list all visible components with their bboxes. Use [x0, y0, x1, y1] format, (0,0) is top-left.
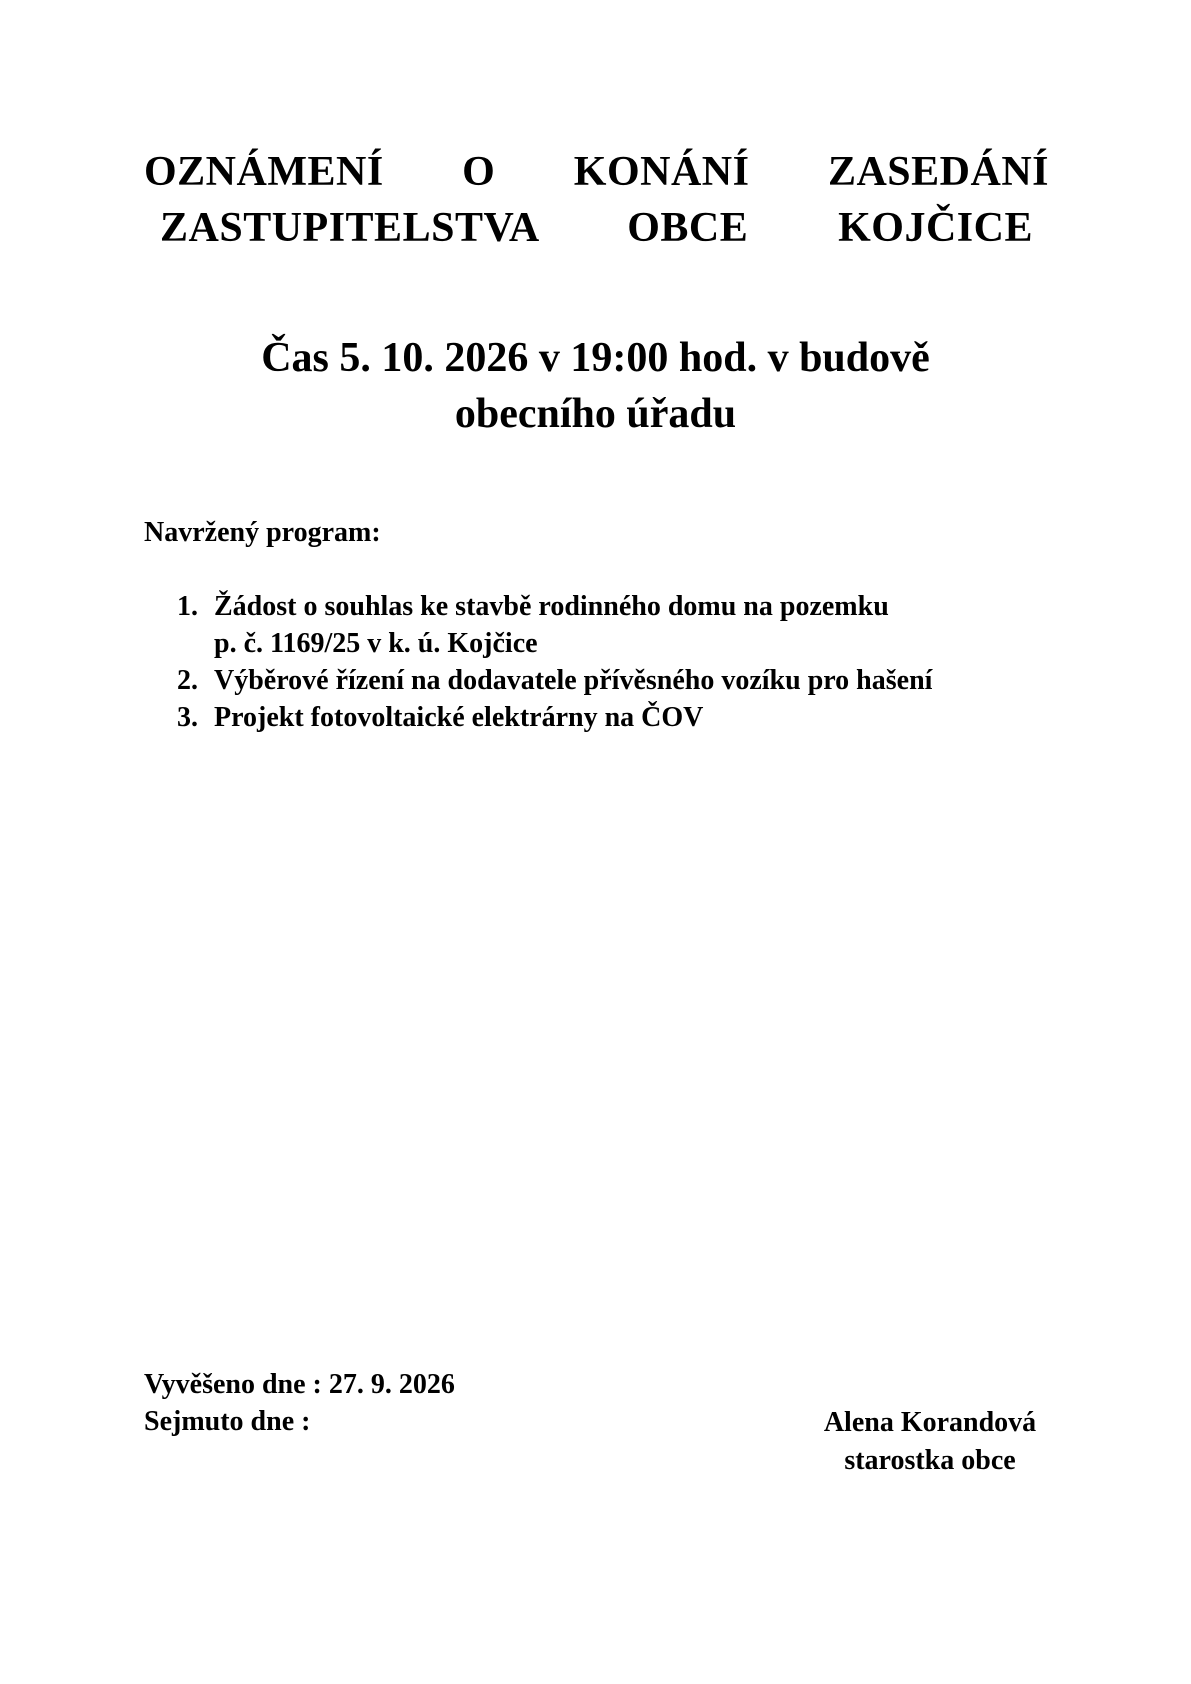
agenda-item-text: Výběrové řízení na dodavatele přívěsného vozíku pro hašení	[214, 665, 933, 696]
program-heading: Navržený program:	[144, 517, 381, 548]
agenda-list	[144, 588, 1094, 736]
removed-date: Sejmuto dne :	[144, 1406, 311, 1437]
signatory-name: Alena Korandová	[823, 1407, 1037, 1438]
agenda-item	[144, 588, 1094, 662]
notice-title-line-1: OZNÁMENÍ O KONÁNÍ ZASEDÁNÍ	[144, 149, 1049, 195]
agenda-item-text: Projekt fotovoltaické elektrárny na ČOV	[214, 702, 704, 733]
meeting-time-line-2: obecního úřadu	[454, 391, 737, 437]
notice-title-line-2: ZASTUPITELSTVA OBCE KOJČICE	[160, 205, 1033, 251]
agenda-item-number: 2.	[177, 665, 198, 696]
agenda-item	[144, 662, 1094, 699]
signatory-title: starostka obce	[844, 1445, 1016, 1476]
agenda-item-text: Žádost o souhlas ke stavbě rodinného domu na pozemku	[214, 591, 889, 622]
meeting-time-line-1: Čas 5. 10. 2026 v 19:00 hod. v budově	[261, 335, 930, 381]
posted-date: Vyvěšeno dne : 27. 9. 2026	[144, 1369, 455, 1400]
agenda-item	[144, 699, 1094, 736]
agenda-item-number: 1.	[177, 591, 198, 622]
agenda-item-text-continued: p. č. 1169/25 v k. ú. Kojčice	[214, 628, 538, 659]
agenda-item-number: 3.	[177, 702, 198, 733]
